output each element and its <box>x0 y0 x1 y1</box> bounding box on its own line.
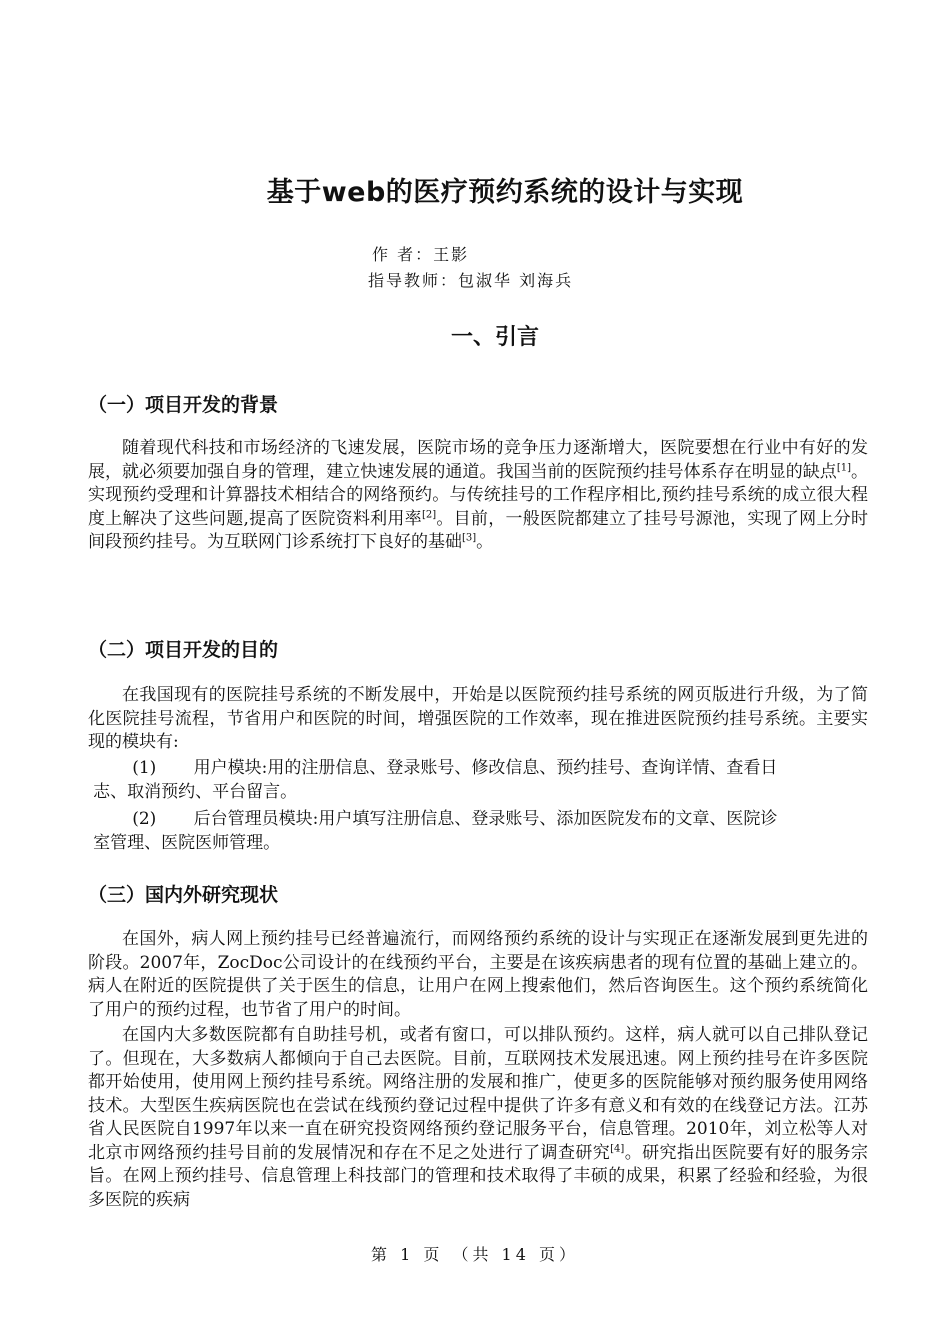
paragraph-background: 随着现代科技和市场经济的飞速发展，医院市场的竞争压力逐渐增大，医院要想在行业中有好的发展，就必须要加强自身的管理，建立快速发展的通道。我国当前的医院预约挂号体系存在明显的缺点[1]。实现预约受理和计算器技术相结合的网络预约。与传统挂号的工作程序相比,预约挂号系统的成立很大程度上解决了这些问题,提高了医院资料利用率[2]。目前，一般医院都建立了挂号号源池，实现了网上分时间段预约挂号。为互联网门诊系统打下良好的基础[3]。 <box>88 438 869 552</box>
citation-ref: [4] <box>610 1142 625 1154</box>
subsection-heading-research-status: （三）国内外研究现状 <box>88 884 279 906</box>
section-heading-introduction: 一、引言 <box>450 325 539 350</box>
paragraph-purpose: 在我国现有的医院挂号系统的不断发展中，开始是以医院预约挂号系统的网页版进行升级，为了简化医院挂号流程，节省用户和医院的时间，增强医院的工作效率，现在推进医院预约挂号系统。主要实现的模块有: <box>88 685 868 752</box>
citation-ref: [1] <box>836 461 851 473</box>
page-footer: 第 1 页 （共 14 页） <box>371 1245 579 1264</box>
author-line: 作 者：王影 <box>372 245 470 264</box>
list-item-number: (1) <box>132 758 157 778</box>
list-item-admin-module: (2) 后台管理员模块:用户填写注册信息、登录账号、添加医院发布的文章、医院诊 室管理、医院医师管理。 <box>93 809 778 853</box>
advisor-line: 指导教师：包淑华 刘海兵 <box>368 271 574 290</box>
list-item-number: (2) <box>132 809 157 829</box>
paper-title: 基于web的医疗预约系统的设计与实现 <box>266 177 744 208</box>
subsection-heading-purpose: （二）项目开发的目的 <box>88 639 279 661</box>
paragraph-foreign-research: 在国外，病人网上预约挂号已经普遍流行，而网络预约系统的设计与实现正在逐渐发展到更先进的阶段。2007年，ZocDoc公司设计的在线预约平台，主要是在该疾病患者的现有位置的基础上建立的。病人在附近的医院提供了关于医生的信息，让用户在网上搜索他们，然后咨询医生。这个预约系统简化了用户的预约过程，也节省了用户的时间。 <box>88 929 868 1020</box>
subsection-heading-background: （一）项目开发的背景 <box>88 394 279 416</box>
citation-ref: [3] <box>462 532 477 544</box>
list-item-user-module: (1) 用户模块:用的注册信息、登录账号、修改信息、预约挂号、查询详情、查看日 志、取消预约、平台留言。 <box>93 758 778 802</box>
citation-ref: [2] <box>421 508 437 520</box>
paragraph-domestic-research: 在国内大多数医院都有自助挂号机，或者有窗口，可以排队预约。这样，病人就可以自己排队登记了。但现在，大多数病人都倾向于自己去医院。目前，互联网技术发展迅速。网上预约挂号在许多医院都开始使用，使用网上预约挂号系统。网络注册的发展和推广，使更多的医院能够对预约服务使用网络技术。大型医生疾病医院也在尝试在线预约登记过程中提供了许多有意义和有效的在线登记方法。江苏省人民医院自1997年以来一直在研究投资网络预约登记服务平台，信息管理。2010年，刘立松等人对北京市网络预约挂号目前的发展情况和存在不足之处进行了调查研究[4]。研究指出医院要有好的服务宗旨。在网上预约挂号、信息管理上科技部门的管理和技术取得了丰硕的成果，积累了经验和经验，为很多医院的疾病 <box>88 1025 869 1210</box>
